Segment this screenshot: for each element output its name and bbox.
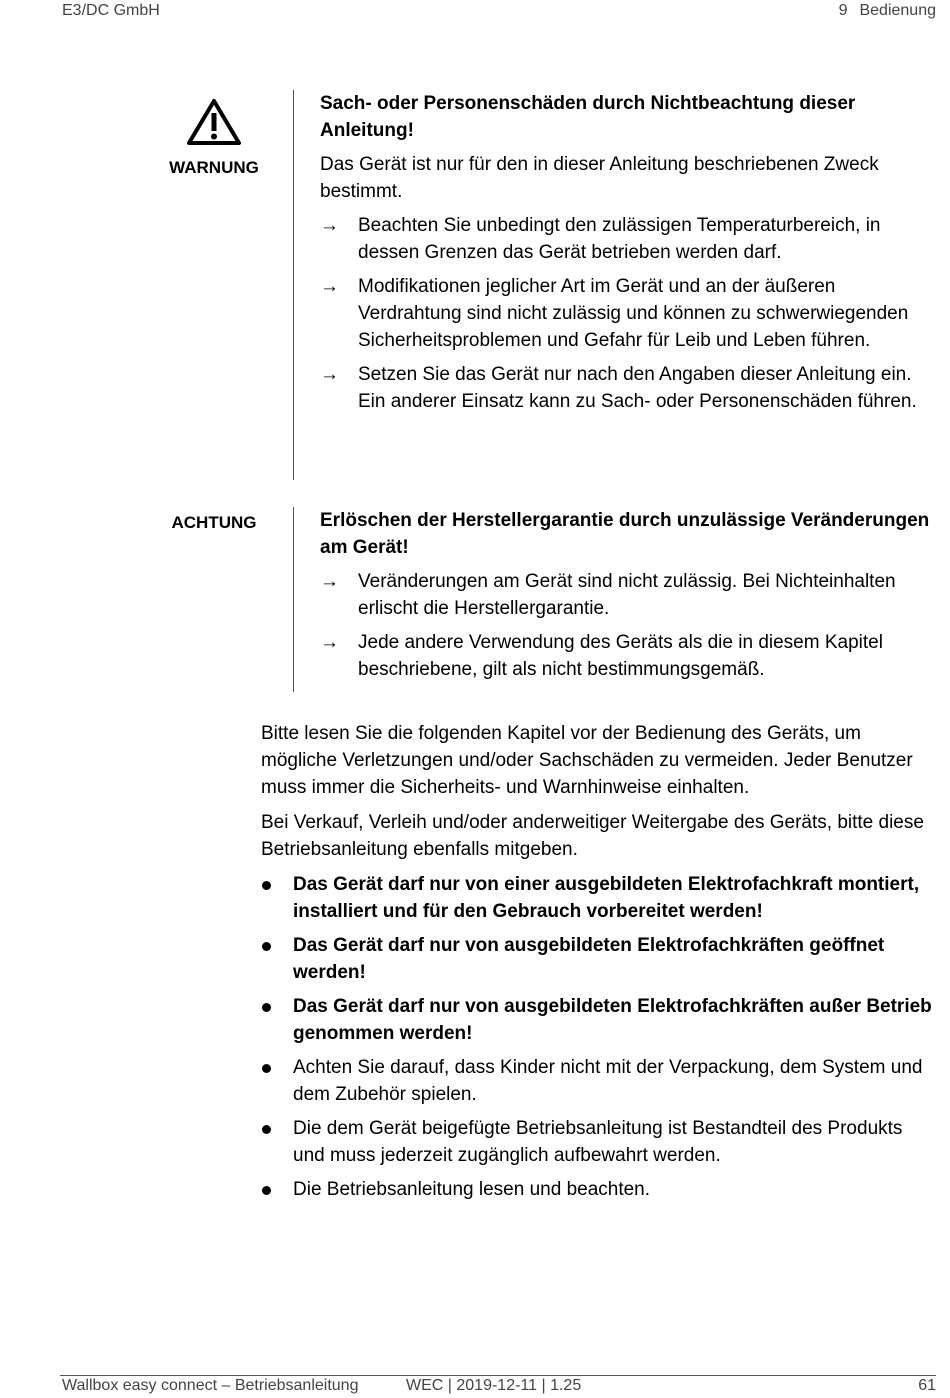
bullet-item (261, 1176, 936, 1203)
warning-item (320, 361, 932, 415)
warning-label: WARNUNG (169, 158, 259, 177)
bullet-dot (262, 1186, 271, 1195)
header-chapter (839, 2, 936, 20)
footer-divider (60, 1375, 936, 1376)
header-company: E3/DC GmbH (62, 2, 160, 19)
bullet-dot (262, 1003, 271, 1012)
arrow-icon: → (320, 632, 339, 653)
caution-item-text: Jede andere Verwendung des Geräts als die in diesem Kapitel beschriebene, gilt als nicht bestimmungsgemäß. (358, 632, 883, 680)
chapter-number: 9 (838, 2, 848, 19)
caution-side (150, 513, 278, 533)
arrow-icon: → (320, 571, 339, 592)
warning-item (320, 273, 932, 354)
bullet-text: Die Betriebsanleitung lesen und beachten. (293, 1179, 651, 1200)
warning-notice (0, 90, 950, 480)
warning-text: Das Gerät ist nur für den in dieser Anleitung beschriebenen Zweck bestimmt. (320, 154, 879, 202)
footer-version: WEC | 2019-12-11 | 1.25 (406, 1377, 582, 1394)
bullet-dot (262, 942, 271, 951)
body-paragraph: Bitte lesen Sie die folgenden Kapitel vor der Bedienung des Geräts, um mögliche Verletzungen und/oder Sachschäden zu vermeiden. Jeder Benutzer muss immer die Sicherheits- und Warnhinweise einhalten. (261, 723, 913, 798)
bullet-text: Die dem Gerät beigefügte Betriebsanleitung ist Bestandteil des Produkts und muss jederzeit zugänglich aufbewahrt werden. (293, 1118, 903, 1166)
caution-divider (293, 507, 294, 692)
warning-divider (293, 90, 294, 480)
bullet-text: Das Gerät darf nur von ausgebildeten Elektrofachkräften geöffnet werden! (293, 935, 885, 983)
bullet-item (261, 1054, 936, 1108)
bullet-item (261, 1115, 936, 1169)
warning-item-text: Setzen Sie das Gerät nur nach den Angaben dieser Anleitung ein. Ein anderer Einsatz kann zu Sach- oder Personenschäden führen. (358, 364, 917, 412)
warning-item-text: Beachten Sie unbedingt den zulässigen Temperaturbereich, in dessen Grenzen das Gerät betrieben werden darf. (358, 215, 881, 263)
warning-triangle-icon (186, 98, 242, 146)
warning-title: Sach- oder Personenschäden durch Nichtbeachtung dieser Anleitung! (320, 93, 856, 141)
caution-title: Erlöschen der Herstellergarantie durch unzulässige Veränderungen am Gerät! (320, 510, 930, 558)
warning-body (320, 90, 932, 422)
bullet-item (261, 993, 936, 1047)
chapter-title: Bedienung (859, 2, 936, 19)
body-paragraph: Bei Verkauf, Verleih und/oder anderweitiger Weitergabe des Geräts, bitte diese Betriebsanleitung ebenfalls mitgeben. (261, 812, 924, 860)
footer-page-number: 61 (918, 1377, 936, 1394)
caution-notice (0, 507, 950, 692)
caution-item-text: Veränderungen am Gerät sind nicht zulässig. Bei Nichteinhalten erlischt die Herstellergarantie. (358, 571, 896, 619)
warning-item-text: Modifikationen jeglicher Art im Gerät und an der äußeren Verdrahtung sind nicht zulässig und können zu schwerwiegenden Sicherheitsproblemen und Gefahr für Leib und Leben führen. (358, 276, 909, 351)
warning-item (320, 212, 932, 266)
bullet-text: Achten Sie darauf, dass Kinder nicht mit der Verpackung, dem System und dem Zubehör spielen. (293, 1057, 923, 1105)
arrow-icon: → (320, 276, 339, 297)
bullet-text: Das Gerät darf nur von ausgebildeten Elektrofachkräften außer Betrieb genommen werden! (293, 996, 932, 1044)
bullet-text: Das Gerät darf nur von einer ausgebildeten Elektrofachkraft montiert, installiert und für den Gebrauch vorbereitet werden! (293, 874, 920, 922)
arrow-icon: → (320, 215, 339, 236)
caution-item (320, 629, 932, 683)
bullet-dot (262, 1125, 271, 1134)
bullet-dot (262, 881, 271, 890)
footer-document: Wallbox easy connect – Betriebsanleitung (62, 1377, 359, 1394)
caution-body (320, 507, 932, 690)
bullet-item (261, 932, 936, 986)
bullet-dot (262, 1064, 271, 1073)
bullet-item (261, 871, 936, 925)
warning-side (150, 98, 278, 178)
main-content (261, 720, 936, 1210)
caution-label: ACHTUNG (171, 513, 257, 532)
arrow-icon: → (320, 364, 339, 385)
caution-item (320, 568, 932, 622)
